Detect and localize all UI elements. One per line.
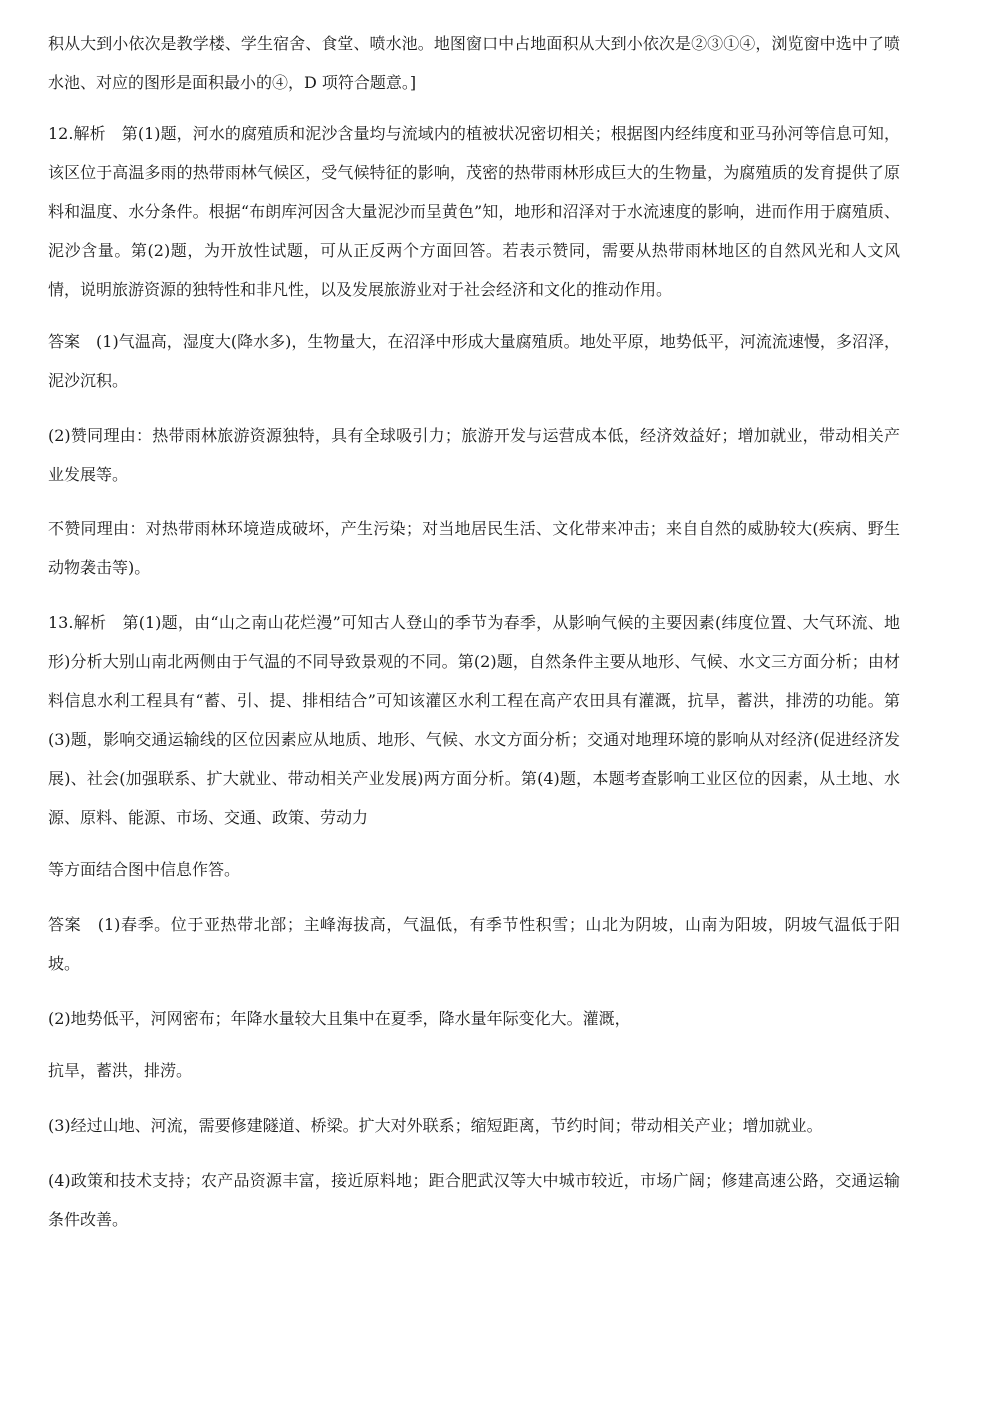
paragraph-q13-answer-2-tail: 抗旱，蓄洪，排涝。 [48,1061,193,1080]
paragraph-q13-analysis: 13.解析 第(1)题，由“山之南山花烂漫”可知古人登山的季节为春季，从影响气候的主要因素(纬度位置、大气环流、地形)分析大别山南北两侧由于气温的不同导致景观的不同。第(2)题，自然条件主要从地形、气候、水文三方面分析；由材料信息水利工程具有“蓄、引、提、排相结合”可知该灌区水利工程在高产农田具有灌溉，抗旱，蓄洪，排涝的功能。第(3)题，影响交通运输线的区位因素应从地质、地形、气候、水文方面分析；交通对地理环境的影响从对经济(促进经济发展)、社会(加强联系、扩大就业、带动相关产业发展)两方面分析。第(4)题，本题考查影响工业区位的因素，从土地、水源、原料、能源、市场、交通、政策、劳动力 [48,613,900,827]
paragraph-q13-answer-1: 答案 (1)春季。位于亚热带北部；主峰海拔高，气温低，有季节性积雪；山北为阴坡，山南为阳坡，阴坡气温低于阳坡。 [48,915,900,973]
paragraph-q13-answer-2: (2)地势低平，河网密布；年降水量较大且集中在夏季，降水量年际变化大。灌溉， [48,1009,631,1028]
paragraph-q12-answer-1: 答案 (1)气温高，湿度大(降水多)，生物量大，在沼泽中形成大量腐殖质。地处平原，地势低平，河流流速慢，多沼泽，泥沙沉积。 [48,332,900,390]
paragraph-q13-answer-4: (4)政策和技术支持；农产品资源丰富，接近原料地；距合肥武汉等大中城市较近，市场广阔；修建高速公路，交通运输条件改善。 [48,1171,900,1229]
paragraph-q12-answer-2-agree: (2)赞同理由：热带雨林旅游资源独特，具有全球吸引力；旅游开发与运营成本低，经济效益好；增加就业，带动相关产业发展等。 [48,426,900,484]
paragraph-q11-answer-tail: 积从大到小依次是教学楼、学生宿舍、食堂、喷水池。地图窗口中占地面积从大到小依次是②③①④，浏览窗中选中了喷水池、对应的图形是面积最小的④，D 项符合题意。] [48,34,900,92]
document-body [48,24,900,1255]
paragraph-q13-analysis-tail: 等方面结合图中信息作答。 [48,860,241,879]
paragraph-q12-analysis: 12.解析 第(1)题，河水的腐殖质和泥沙含量均与流域内的植被状况密切相关；根据图内经纬度和亚马孙河等信息可知，该区位于高温多雨的热带雨林气候区，受气候特征的影响，茂密的热带雨林形成巨大的生物量，为腐殖质的发育提供了原料和温度、水分条件。根据“布朗库河因含大量泥沙而呈黄色”知，地形和沼泽对于水流速度的影响，进而作用于腐殖质、泥沙含量。第(2)题，为开放性试题，可从正反两个方面回答。若表示赞同，需要从热带雨林地区的自然风光和人文风情，说明旅游资源的独特性和非凡性，以及发展旅游业对于社会经济和文化的推动作用。 [48,124,900,299]
paragraph-q12-answer-2-disagree: 不赞同理由：对热带雨林环境造成破坏，产生污染；对当地居民生活、文化带来冲击；来自自然的威胁较大(疾病、野生动物袭击等)。 [48,519,900,577]
paragraph-q13-answer-3: (3)经过山地、河流，需要修建隧道、桥梁。扩大对外联系；缩短距离，节约时间；带动相关产业；增加就业。 [48,1116,823,1135]
